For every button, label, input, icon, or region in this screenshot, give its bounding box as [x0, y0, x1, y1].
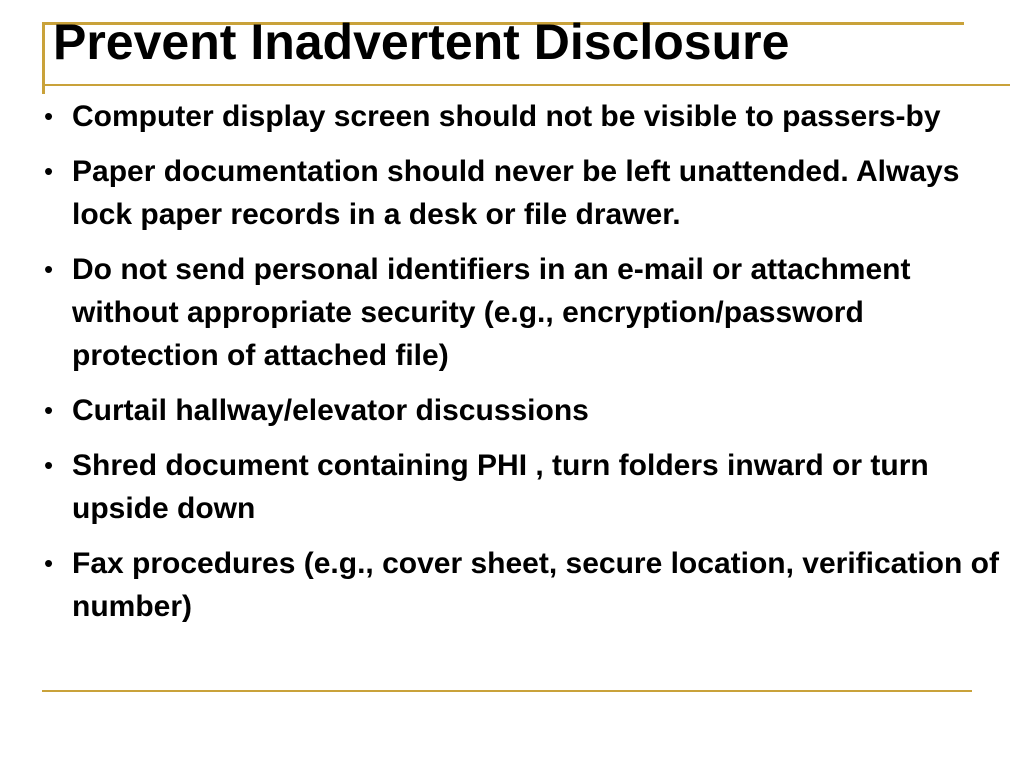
bullet-text: Fax procedures (e.g., cover sheet, secure location, verification of number) — [72, 547, 999, 623]
bullet-icon: • — [44, 101, 54, 131]
bullet-item — [40, 95, 1012, 138]
bullet-item — [40, 248, 1012, 377]
bullet-item — [40, 150, 1012, 236]
bullet-icon: • — [44, 450, 54, 480]
bullet-item — [40, 444, 1012, 530]
bullet-text: Paper documentation should never be left unattended. Always lock paper records in a desk or file drawer. — [72, 155, 960, 231]
slide-title: Prevent Inadvertent Disclosure — [53, 14, 790, 70]
bullet-item — [40, 542, 1012, 628]
bullet-icon: • — [44, 548, 54, 578]
accent-bottom-line — [42, 690, 972, 692]
accent-title-underline — [42, 84, 1010, 86]
bullet-text: Computer display screen should not be visible to passers-by — [72, 100, 941, 133]
bullet-item — [40, 389, 1012, 432]
bullet-icon: • — [44, 254, 54, 284]
bullet-list — [40, 95, 1012, 640]
bullet-icon: • — [44, 395, 54, 425]
bullet-text: Do not send personal identifiers in an e-mail or attachment without appropriate security (e.g., encryption/password protection of attached file) — [72, 253, 911, 372]
bullet-icon: • — [44, 156, 54, 186]
bullet-text: Shred document containing PHI , turn folders inward or turn upside down — [72, 449, 929, 525]
bullet-text: Curtail hallway/elevator discussions — [72, 394, 589, 427]
